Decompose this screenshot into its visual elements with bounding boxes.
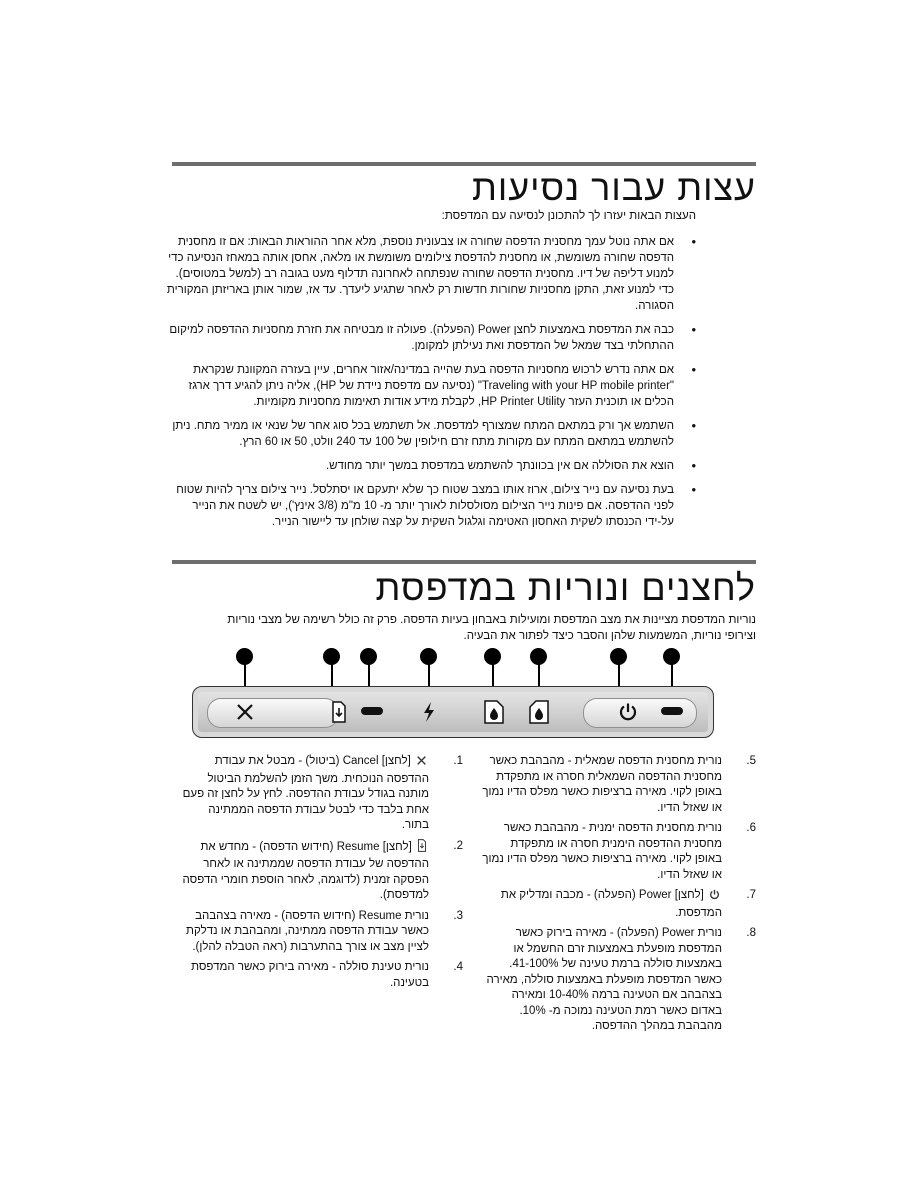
list-item: 8. נורית Power (הפעלה) - מאירה בירוק כאשר המדפסת מופעלת באמצעות זרם החשמל או באמצעות סוללה ברמת טעינה של 41-100%. כאשר המדפסת מופעלת באמצעות סוללה, מאירה בצהבהב אם הטעינה ברמה 10-40% ומאירה באדום כאשר רמת הטעינה נמוכה מ- 10%. מהבהבת במהלך ההדפסה. (486, 927, 756, 1032)
buttons-intro: נוריות המדפסת מציינות את מצב המדפסת ומועילות באבחון בעיות הדפסה. פרק זה כולל רשימה של מצבי נוריות וצירופי נוריות, המשמעות שלהן והסבר כיצד לפתור את הבעיה. (227, 614, 756, 642)
power-light (661, 707, 683, 715)
travel-intro: העצות הבאות יעזרו לך להתכונן לנסיעה עם המדפסת: (441, 210, 696, 222)
right-cartridge-icon (527, 698, 551, 726)
legend-left-column (481, 754, 756, 1040)
list-item: 1. [לחצן] Cancel (ביטול) - מבטל את עבודת ההדפסה הנוכחית. משך הזמן להשלמת הביטול מותנה בגודל עבודת ההדפסה. לחץ על לחצן זה פעם אחת בלבד כדי לבטל עבודת הדפסה הממתינה בתור. (182, 755, 463, 831)
list-item: • אם אתה נוטל עמך מחסנית הדפסה שחורה או צבעונית נוספת, מלא אחר ההוראות הבאות: אם זו מחסנית הדפסה שחורה משומשת, או מחסנית להדפסת צילומים משומשת או מלאה, אחסן אותה במאחז הנסיעה כדי למנוע דליפה של דיו. מחסנית הדפסה שחורה שנפתחה לאחרונה תדלוף מעט בגובה רב (למשל במטוסים). כדי למנוע זאת, התקן מחסניות שחורות חדשות רק לאחר שתגיע ליעדך. עד אז, שמור אותן באריזתן המקורית הסגורה. (164, 234, 674, 314)
list-item: 6. נורית מחסנית הדפסה ימנית - מהבהבת כאשר מחסנית ההדפסה הימנית חסרה או מתפקדת באופן לקוי. מאירה ברציפות כאשר מפלס הדיו נמוך או שאזל הדיו. (482, 822, 756, 881)
list-item: 3. נורית Resume (חידוש הדפסה) - מאירה בצהבהב כאשר עבודת הדפסה ממתינה, ומהבהבת או נדלקת לציין מצב או צורך בהתערבות (ראה הטבלה להלן). (186, 909, 463, 953)
power-icon (617, 701, 639, 723)
battery-bolt-icon (419, 700, 439, 724)
buttons-title: לחצנים ונוריות במדפסת (375, 567, 756, 608)
legend-right-column (180, 754, 463, 996)
resume-icon[interactable] (329, 700, 349, 724)
list-item: • הוצא את הסוללה אם אין בכוונתך להשתמש במדפסת במשך יותר מחודש. (164, 458, 674, 474)
list-item: • כבה את המדפסת באמצעות לחצן Power (הפעלה). פעולה זו מבטיחה את חזרת מחסניות ההדפסה למיקום ההתחלתי בצד שמאל של המדפסת ואת נעילתן למקומן. (164, 322, 674, 354)
list-item: 2. [לחצן] Resume (חידוש הדפסה) - מחדש את ההדפסה של עבודת הדפסה שממתינה או לאחר הפסקה זמנית (לדוגמה, לאחר הוספת חומרי הדפסה למדפסת). (182, 839, 463, 901)
list-item: • השתמש אך ורק במתאם המתח שמצורף למדפסת. אל תשתמש בכל סוג אחר של שנאי או ממיר מתח. ניתן להשתמש במתאם המתח עם מקורות מתח זרם חילופין של 100 עד 240 וולט, 50 או 60 הרץ. (164, 418, 674, 450)
list-item: 4. נורית טעינת סוללה - מאירה בירוק כאשר המדפסת בטעינה. (191, 961, 463, 989)
power-icon (709, 889, 720, 906)
list-item: 7. [לחצן] Power (הפעלה) - מכבה ומדליק את המדפסת. (500, 889, 756, 919)
cancel-button[interactable] (207, 698, 339, 728)
section-rule-top (172, 162, 756, 166)
cancel-x-icon (233, 701, 257, 723)
printer-control-panel (192, 686, 714, 738)
resume-icon (417, 839, 427, 858)
resume-light (361, 707, 383, 715)
list-item: • אם אתה נדרש לרכוש מחסניות הדפסה בעת שהייה במדינה/אזור אחרים, עיין בעזרה המקוונת שנקראת "Traveling with your HP mobile printer" (נסיעה עם מדפסת ניידת של HP), אליה ניתן להגיע דרך ארגז הכלים או תוכנית העזר HP Printer Utility, לקבלת מידע אודות תאימות מחסניות מקומיות. (164, 362, 674, 410)
list-item: 5. נורית מחסנית הדפסה שמאלית - מהבהבת כאשר מחסנית ההדפסה השמאלית חסרה או מתפקדת באופן לקוי. מאירה ברציפות כאשר מפלס הדיו נמוך או שאזל הדיו. (482, 755, 756, 814)
left-cartridge-icon (482, 698, 506, 726)
cancel-x-icon (416, 755, 427, 772)
travel-title: עצות עבור נסיעות (471, 167, 756, 208)
list-item: • בעת נסיעה עם נייר צילום, ארוז אותו במצב שטוח כך שלא יתעקם או יסתלסל. נייר צילום צריך להיות שטוח לפני ההדפסה. אם פינות נייר הצילום מסולסלות לאורך יותר מ- 10 מ"מ (3/8 אינץ'), יש לשטח את הנייר על-ידי הכנסתו לשקית האחסון האטימה וגלגול השקית על קצה שולחן עד ליישור הנייר. (164, 482, 674, 530)
section-rule-middle (172, 560, 756, 564)
travel-tips-list (164, 234, 696, 538)
